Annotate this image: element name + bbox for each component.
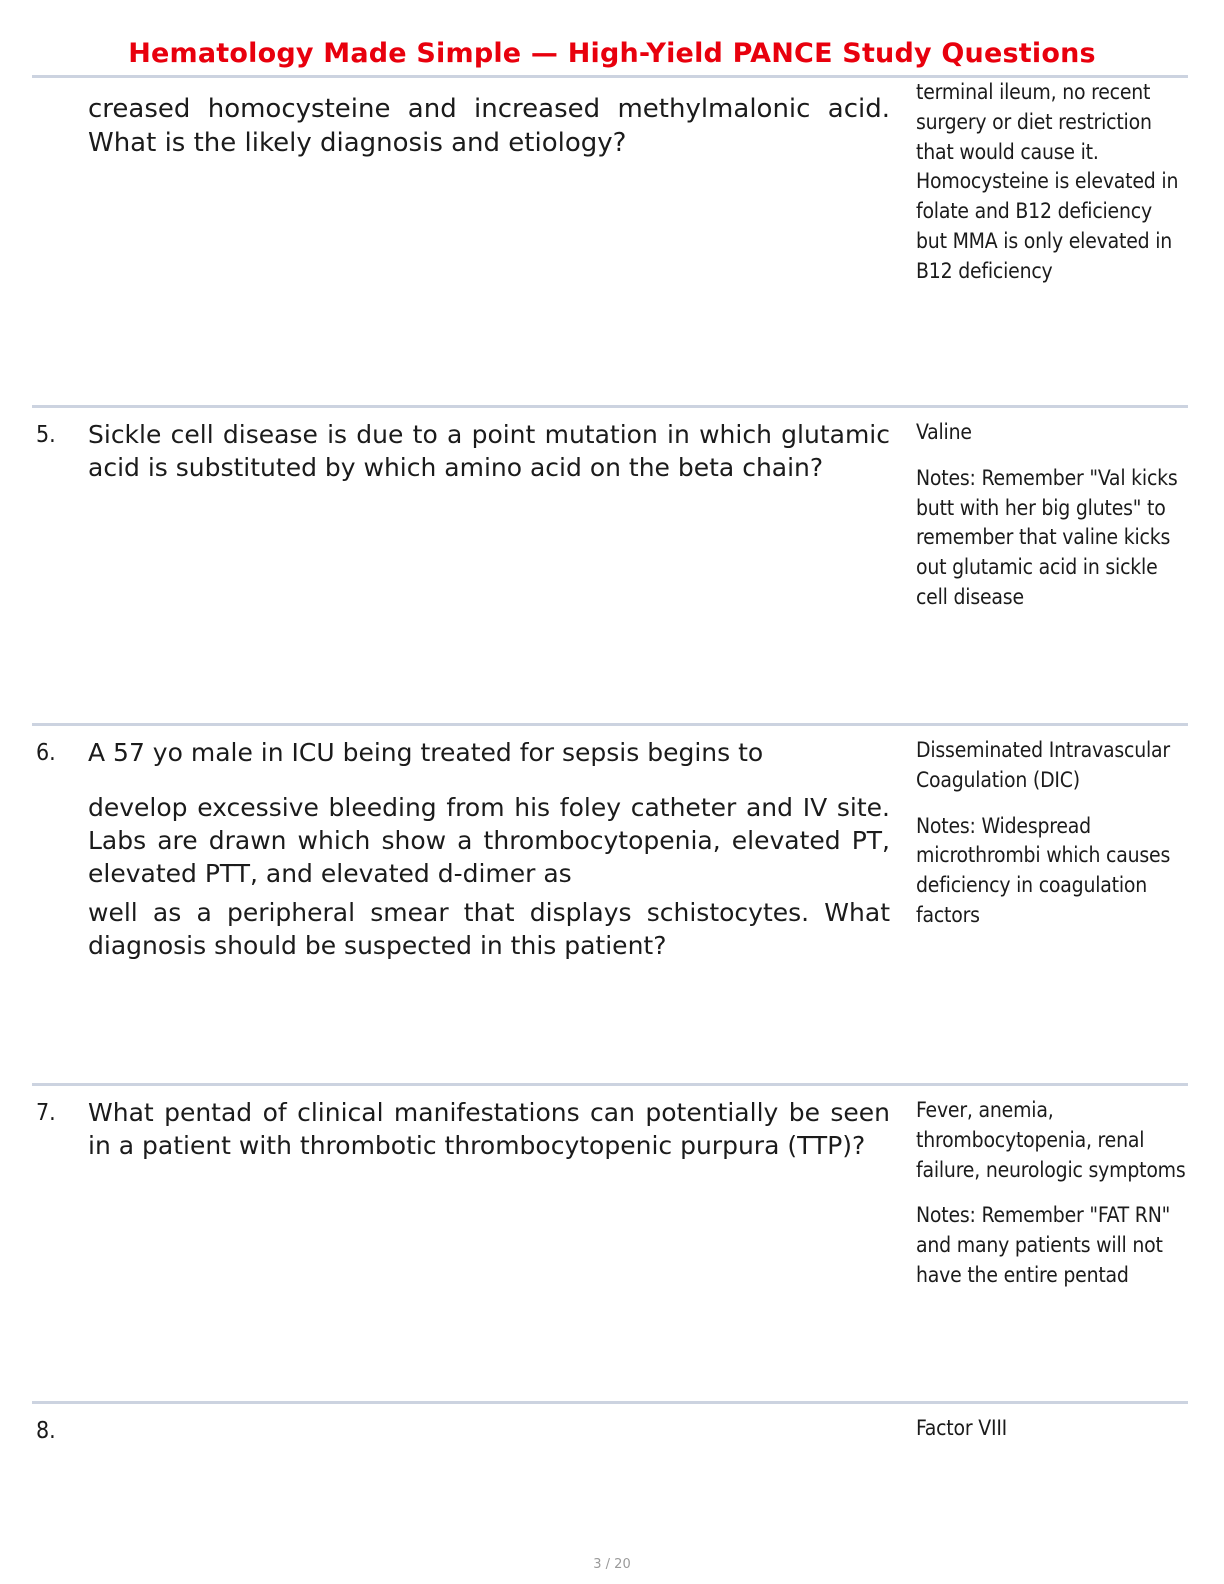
table-row bbox=[32, 405, 1188, 723]
question-table bbox=[32, 75, 1188, 1461]
question-text: creased homocysteine and increased methylmalonic acid. What is the likely diagnosis and etiology? bbox=[88, 94, 890, 159]
answer-text bbox=[908, 408, 1188, 623]
question-text: Sickle cell disease is due to a point mutation in which glutamic acid is substituted by which amino acid on the beta chain? bbox=[88, 420, 890, 482]
answer-paragraph: Disseminated Intravascular Coagulation (DIC) bbox=[916, 738, 1170, 792]
answer-note: Notes: Remember "Val kicks butt with her big glutes" to remember that valine kicks out glutamic acid in sickle cell disease bbox=[916, 465, 1178, 610]
answer-text bbox=[908, 1086, 1188, 1301]
question-number: 7. bbox=[36, 1100, 56, 1126]
table-row bbox=[32, 75, 1188, 405]
page-number: 3 / 20 bbox=[593, 1557, 631, 1572]
question-number: 5. bbox=[36, 422, 56, 448]
question-text: A 57 yo male in ICU being treated for sepsis begins to develop excessive bleeding from his foley catheter and IV site. Labs are drawn which show a thrombocytopenia, elevated PT, elevated PTT, and elevated d-dimer as well as a peripheral smear that displays schistocytes. What diagnosis should be suspected in this patient? bbox=[88, 738, 890, 960]
answer-note: Notes: Widespread microthrombi which causes deficiency in coagulation factors bbox=[916, 813, 1171, 928]
question-number bbox=[32, 78, 88, 92]
table-row bbox=[32, 1083, 1188, 1401]
answer-paragraph: Fever, anemia, thrombocytopenia, renal failure, neurologic symptoms bbox=[916, 1098, 1186, 1182]
answer-note: Notes: Remember "FAT RN" and many patients will not have the entire pentad bbox=[916, 1203, 1171, 1288]
page-title: Hematology Made Simple — High-Yield PANCE Study Questions bbox=[128, 38, 1096, 69]
question-number: 8. bbox=[36, 1418, 56, 1444]
question-text bbox=[88, 1404, 908, 1424]
question-number: 6. bbox=[36, 740, 56, 766]
answer-paragraph: Valine bbox=[916, 420, 972, 444]
answer-paragraph: Factor VIII bbox=[916, 1416, 1008, 1440]
answer-paragraph: terminal ileum, no recent surgery or diet restriction that would cause it. Homocysteine is elevated in folate and B12 deficiency but MMA is only elevated in B12 deficiency bbox=[916, 80, 1179, 283]
table-row bbox=[32, 1401, 1188, 1461]
answer-text bbox=[908, 1404, 1188, 1454]
table-row bbox=[32, 723, 1188, 1083]
answer-text bbox=[908, 726, 1188, 941]
answer-text bbox=[908, 78, 1188, 297]
question-text: What pentad of clinical manifestations can potentially be seen in a patient with thrombotic thrombocytopenic purpura (TTP)? bbox=[88, 1098, 890, 1160]
